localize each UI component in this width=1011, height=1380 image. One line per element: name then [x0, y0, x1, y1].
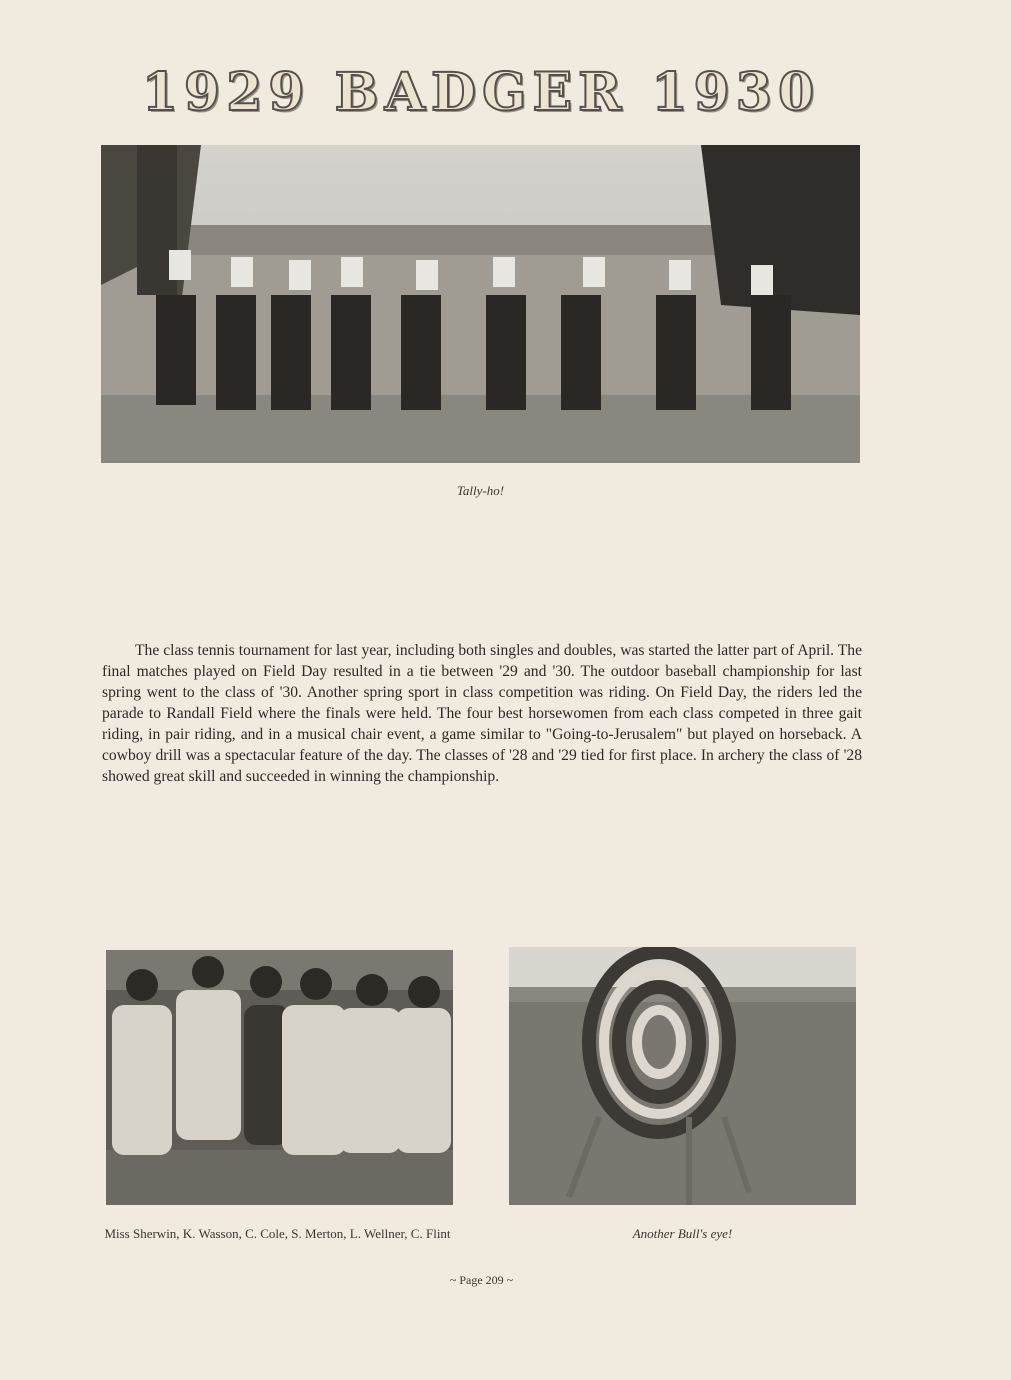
tennis-caption [100, 1226, 455, 1241]
body-paragraph: The class tennis tournament for last year, including both singles and doubles, was started the latter part of April. The final matches played on Field Day resulted in a tie between '29 and '30. The outdoor baseball championship for last spring went to the class of '30. Another spring sport in class competition was riding. On Field Day, the riders led the parade to Randall Field where the finals were held. The four best horsewomen from each class competed in three gait riding, in pair riding, and in a musical chair event, a game similar to "Going-to-Jerusalem" but played on horseback. A cowboy drill was a spectacular feature of the day. The classes of '28 and '29 tied for first place. In archery the class of '28 showed great skill and succeeded in winning the championship. [102, 641, 862, 785]
tennis-caption-text: Miss Sherwin, K. Wasson, C. Cole, S. Merton, L. Wellner, C. Flint [104, 1226, 451, 1241]
archery-caption-text: Another Bull's eye! [632, 1226, 733, 1241]
header-title: 1929 BADGER 1930 [141, 61, 821, 123]
riders-caption [101, 483, 860, 499]
page-header [101, 62, 861, 122]
tennis-photo [106, 950, 453, 1205]
riders-caption-text: Tally-ho! [456, 483, 505, 498]
archery-photo [509, 947, 856, 1205]
archery-caption [509, 1226, 856, 1242]
page-number-text: ~ Page 209 ~ [449, 1273, 514, 1287]
page-number [0, 1273, 963, 1288]
riders-photo [101, 145, 860, 463]
